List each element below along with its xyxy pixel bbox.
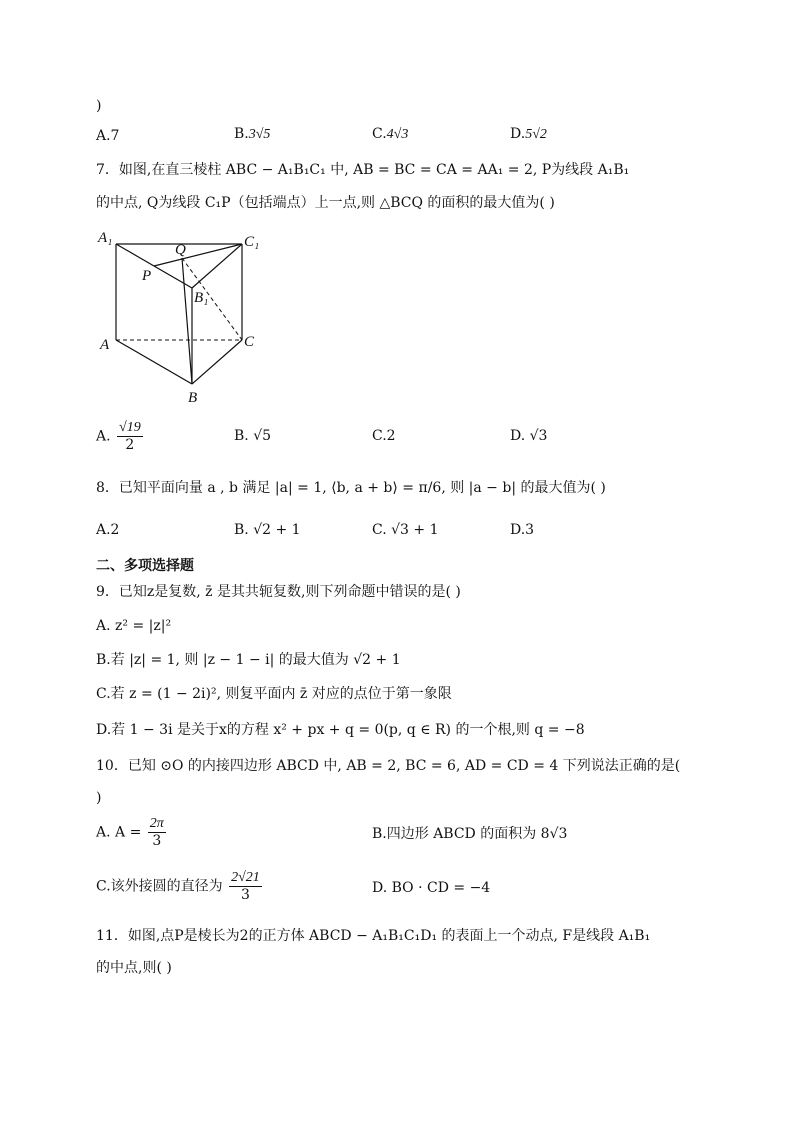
q9-option-a: A. z² = |z|² [96, 618, 172, 634]
q10-stem-line1: 10．已知 ⊙O 的内接四边形 ABCD 中, AB = 2, BC = 6, AD = CD = 4 下列说法正确的是( [96, 758, 681, 774]
q9-option-b: B.若 |z| = 1, 则 |z − 1 − i| 的最大值为 √2 + 1 [96, 652, 401, 668]
edge-a-b [116, 340, 192, 384]
q8-stem: 8．已知平面向量 a , b 满足 |a| = 1, ⟨b, a + b⟩ = π/6, 则 |a − b| 的最大值为( ) [96, 480, 606, 496]
q9-stem: 9．已知z是复数, z̄ 是其共轭复数,则下列命题中错误的是( ) [96, 584, 461, 600]
q10-option-c: C.该外接圆的直径为 $\frac{2√21}{3}$ [96, 870, 260, 903]
q10-option-b: B.四边形 ABCD 的面积为 8√3 [372, 826, 568, 842]
label-c1: C₁ [244, 234, 260, 250]
label-a1: A₁ [98, 230, 113, 246]
q11-stem-line2: 的中点,则( ) [96, 960, 172, 976]
q6-option-b: B.3√5 [234, 126, 271, 142]
q9-option-c: C.若 z = (1 − 2i)², 则复平面内 z̄ 对应的点位于第一象限 [96, 686, 452, 702]
edge-c-b [192, 340, 242, 384]
label-p: P [142, 268, 152, 284]
q7-option-d: D. √3 [510, 428, 548, 444]
segment-q-b [182, 258, 192, 384]
q7-stem-line2: 的中点, Q为线段 C₁P（包括端点）上一点,则 △BCQ 的面积的最大值为( ) [96, 195, 555, 211]
q6-option-d: D.5√2 [510, 126, 547, 142]
q6-option-a: A.7 [96, 128, 120, 144]
q9-option-d: D.若 1 − 3i 是关于x的方程 x² + px + q = 0(p, q ∈ R) 的一个根,则 q = −8 [96, 722, 585, 738]
q10-stem-line2: ) [96, 790, 102, 806]
q10-option-a: A. A = $\frac{2\pi}{3}$ [96, 816, 164, 849]
q11-stem-line1: 11．如图,点P是棱长为2的正方体 ABCD − A₁B₁C₁D₁ 的表面上一个动点, F是线段 A₁B₁ [96, 928, 651, 944]
q6-tail: ) [96, 98, 102, 114]
q8-option-b: B. √2 + 1 [234, 522, 301, 538]
q6-option-c: C.4√3 [372, 126, 409, 142]
q7-option-c: C.2 [372, 428, 396, 444]
q10-option-d: D. BO · CD = −4 [372, 880, 491, 896]
label-b: B [188, 390, 198, 406]
label-b1: B₁ [194, 290, 209, 306]
q8-option-d: D.3 [510, 522, 535, 538]
label-c: C [244, 334, 255, 350]
q8-option-a: A.2 [96, 522, 120, 538]
q7-option-a: A. $\frac{√19}{2}$ [96, 420, 141, 453]
q8-option-c: C. √3 + 1 [372, 522, 439, 538]
section-heading-multiple-choice: 二、多项选择题 [96, 558, 194, 574]
label-a: A [100, 337, 110, 353]
q7-prism-figure [94, 228, 274, 408]
q7-stem-line1: 7．如图,在直三棱柱 ABC − A₁B₁C₁ 中, AB = BC = CA = AA₁ = 2, P为线段 A₁B₁ [96, 162, 630, 178]
label-q: Q [175, 242, 186, 258]
q7-option-b: B. √5 [234, 428, 272, 444]
